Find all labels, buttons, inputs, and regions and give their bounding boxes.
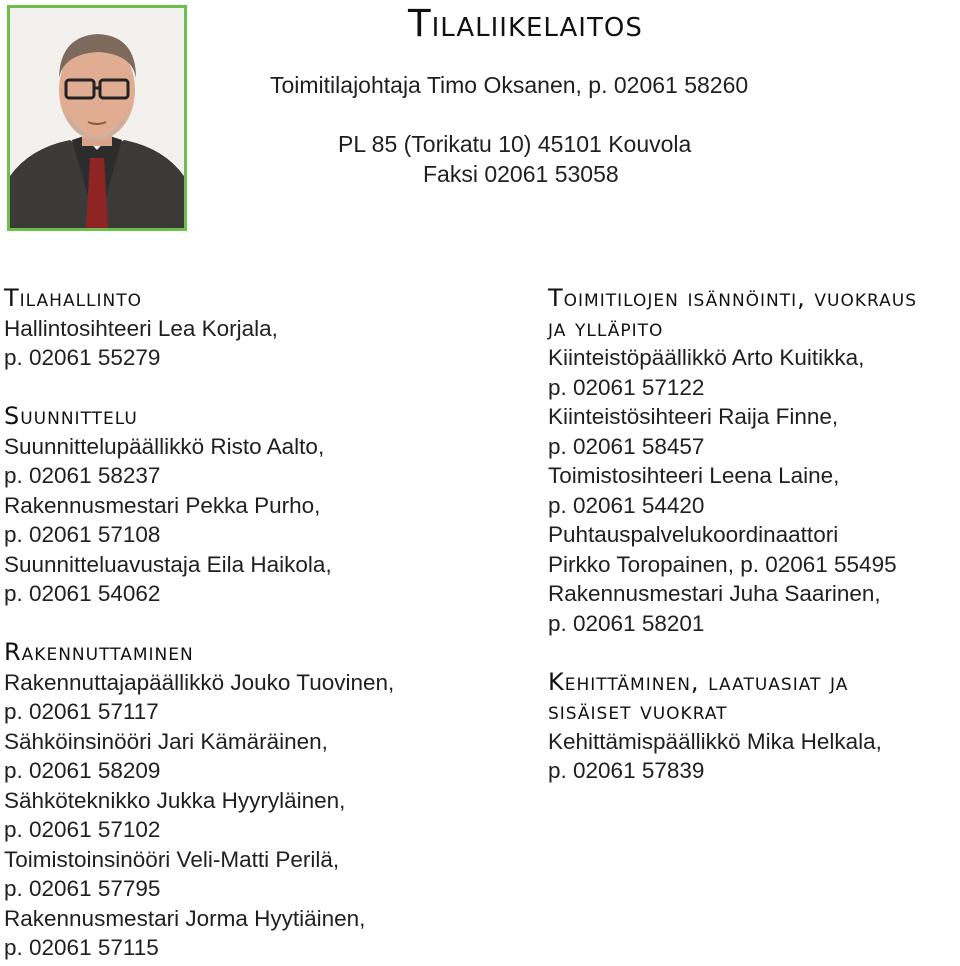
contact-line: Rakennusmestari Pekka Purho,	[4, 492, 321, 518]
section-suunnittelu	[4, 402, 524, 609]
contact-line: Suunnitteluavustaja Eila Haikola,	[4, 551, 332, 577]
contact-line: Suunnittelupäällikkö Risto Aalto,	[4, 433, 325, 459]
contact-line: p. 02061 57122	[548, 374, 705, 400]
portrait-illustration	[10, 8, 184, 228]
section-isannointi	[548, 284, 958, 638]
contact-line: Hallintosihteeri Lea Korjala,	[4, 315, 278, 341]
contact-line: p. 02061 58201	[548, 610, 705, 636]
contact-line: Kehittämispäällikkö Mika Helkala,	[548, 728, 882, 754]
address-line: PL 85 (Torikatu 10) 45101 Kouvola	[338, 131, 692, 157]
contact-line: Toimistoinsinööri Veli-Matti Perilä,	[4, 846, 340, 872]
section-title-continued: ja ylläpito	[548, 313, 664, 342]
contact-line: p. 02061 58237	[4, 463, 161, 488]
director-line: Toimitilajohtaja Timo Oksanen, p. 02061 58260	[270, 72, 749, 98]
section-title: Kehittäminen, laatuasiat ja	[548, 667, 849, 696]
contact-line: p. 02061 57117	[4, 699, 159, 724]
contact-line: Toimistosihteeri Leena Laine,	[548, 463, 840, 488]
section-tilahallinto	[4, 284, 524, 373]
section-rakennuttaminen	[4, 638, 524, 963]
contact-line: Rakennusmestari Juha Saarinen,	[548, 581, 881, 606]
contact-line: p. 02061 57115	[4, 935, 159, 960]
section-title: Toimitilojen isännöinti, vuokraus	[548, 284, 918, 312]
contact-line: Sähköteknikko Jukka Hyyryläinen,	[4, 787, 346, 813]
right-column	[548, 284, 958, 786]
contact-line: p. 02061 58209	[4, 758, 161, 783]
contact-line: p. 02061 54062	[4, 581, 161, 606]
contact-line: p. 02061 57795	[4, 876, 161, 901]
contact-line: Kiinteistösihteeri Raija Finne,	[548, 404, 839, 429]
contact-line: p. 02061 57108	[4, 522, 161, 547]
contact-line: p. 02061 54420	[548, 492, 705, 518]
left-column	[4, 284, 524, 963]
contact-line: Rakennuttajapäällikkö Jouko Tuovinen,	[4, 669, 395, 695]
page-title: Tilaliikelaitos	[408, 2, 643, 45]
contact-line: p. 02061 55279	[4, 345, 161, 370]
contact-line: Kiinteistöpäällikkö Arto Kuitikka,	[548, 345, 865, 370]
fax-line: Faksi 02061 53058	[423, 161, 619, 187]
section-kehittaminen	[548, 668, 958, 786]
section-title: Tilahallinto	[4, 284, 143, 312]
section-title-continued: sisäiset vuokrat	[548, 697, 728, 725]
contact-line: Pirkko Toropainen, p. 02061 55495	[548, 551, 897, 577]
section-title: Rakennuttaminen	[4, 638, 194, 666]
contact-line: Sähköinsinööri Jari Kämäräinen,	[4, 728, 328, 754]
contact-line: p. 02061 57839	[548, 758, 705, 783]
contact-line: p. 02061 58457	[548, 433, 705, 459]
contact-line: Rakennusmestari Jorma Hyytiäinen,	[4, 905, 366, 931]
contact-line: p. 02061 57102	[4, 817, 161, 842]
section-title: Suunnittelu	[4, 402, 138, 430]
portrait-photo	[7, 5, 187, 231]
contact-line: Puhtauspalvelukoordinaattori	[548, 522, 839, 547]
